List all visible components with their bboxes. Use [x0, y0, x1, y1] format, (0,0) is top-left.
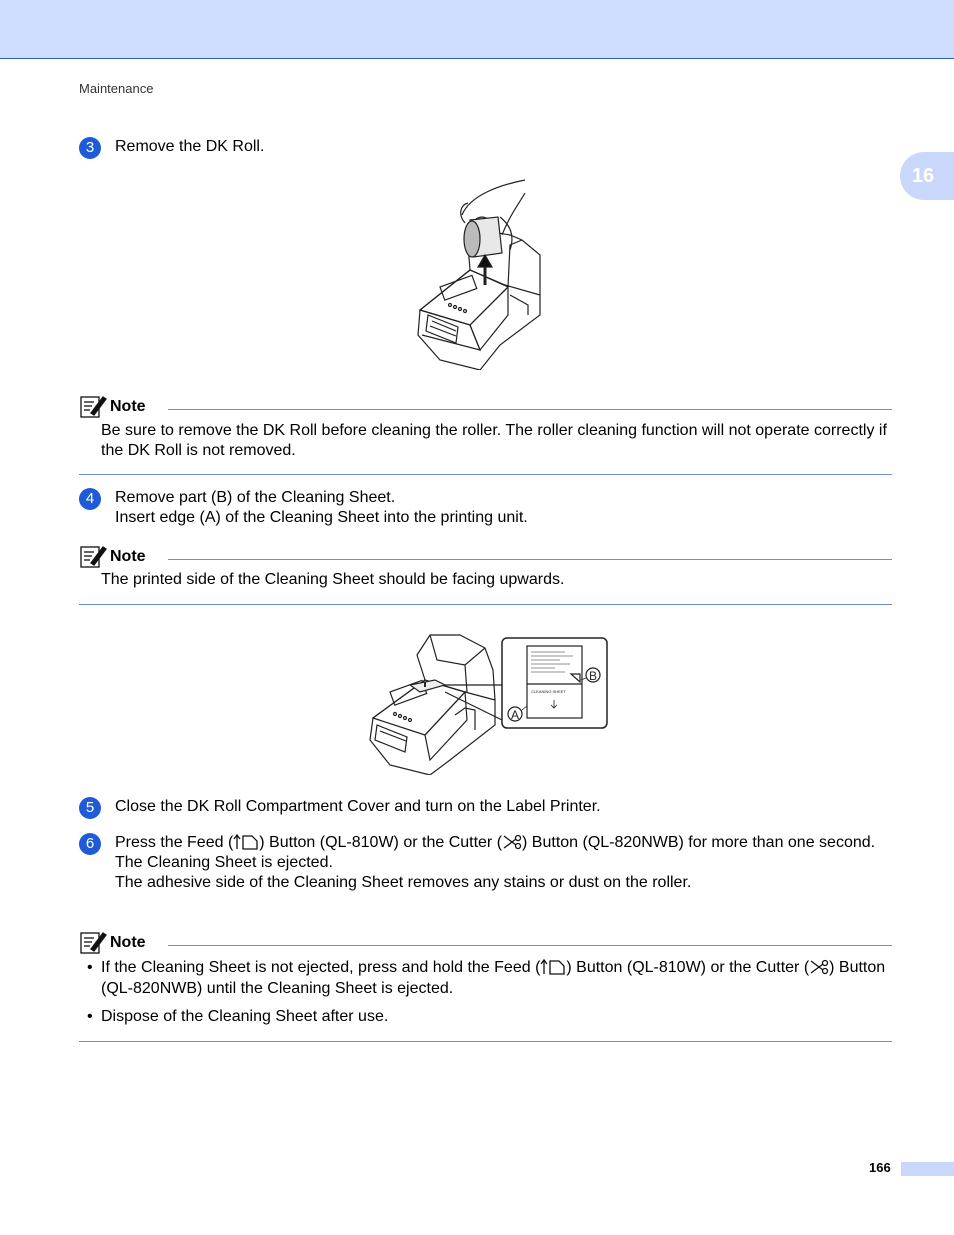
bullet-text: Dispose of the Cleaning Sheet after use.	[101, 1008, 389, 1025]
cutter-scissors-icon	[502, 833, 522, 851]
header-band	[0, 0, 954, 59]
bullet-dot: •	[87, 1008, 93, 1025]
insert-cleaning-sheet-illustration	[365, 630, 610, 775]
bullet-text-part: ) Button (QL-810W) or the Cutter (	[566, 959, 810, 976]
bullet-text-part: If the Cleaning Sheet is not ejected, press and hold the Feed (	[101, 959, 541, 976]
note-header	[79, 393, 892, 421]
step-text: Remove the DK Roll.	[115, 138, 265, 155]
note-pencil-icon	[79, 393, 107, 419]
note-pencil-icon	[79, 929, 107, 955]
step-line: Insert edge (A) of the Cleaning Sheet into the printing unit.	[115, 509, 528, 526]
note-end-rule	[79, 474, 892, 475]
note-text: The printed side of the Cleaning Sheet should be facing upwards.	[101, 571, 565, 588]
note-divider	[168, 409, 892, 410]
bullet-text-part: ) Button (QL-820NWB) until the Cleaning Sheet is ejected.	[101, 959, 886, 997]
feed-button-icon	[540, 958, 566, 976]
feed-button-icon	[233, 833, 259, 851]
step-text: Close the DK Roll Compartment Cover and turn on the Label Printer.	[115, 798, 601, 815]
step-line: The adhesive side of the Cleaning Sheet removes any stains or dust on the roller.	[115, 874, 692, 891]
note-text: Be sure to remove the DK Roll before cleaning the roller. The roller cleaning function will not operate correctly if the DK Roll is not removed.	[101, 422, 887, 459]
page-number: 166	[869, 1160, 891, 1175]
note-divider	[168, 945, 892, 946]
label-b: B	[588, 669, 598, 683]
remove-dk-roll-illustration	[410, 175, 550, 370]
step-text-part: Press the Feed (	[115, 834, 234, 851]
sheet-caption: CLEANING SHEET	[531, 689, 566, 694]
label-a: A	[510, 708, 520, 722]
note-label: Note	[110, 398, 146, 415]
note-label: Note	[110, 548, 146, 565]
step-number: 3	[79, 137, 101, 159]
note-label: Note	[110, 934, 146, 951]
cutter-scissors-icon	[809, 958, 829, 976]
step-line: Remove part (B) of the Cleaning Sheet.	[115, 489, 396, 506]
bullet-text	[101, 957, 893, 999]
step-text	[115, 833, 895, 893]
chapter-tab[interactable]: 16	[900, 152, 954, 200]
note-end-rule	[79, 1041, 892, 1042]
step-number: 4	[79, 488, 101, 510]
note-header	[79, 543, 892, 571]
note-header	[79, 929, 892, 957]
step-text-part: ) Button (QL-820NWB) for more than one second.	[522, 834, 876, 851]
step-line	[115, 833, 895, 853]
step-text	[115, 488, 895, 528]
page-tab	[901, 1162, 954, 1176]
step-number: 6	[79, 833, 101, 855]
bullet-dot: •	[87, 959, 93, 976]
step-line: The Cleaning Sheet is ejected.	[115, 854, 333, 871]
step-text-part: ) Button (QL-810W) or the Cutter (	[259, 834, 503, 851]
step-number: 5	[79, 797, 101, 819]
note-end-rule	[79, 604, 892, 605]
note-pencil-icon	[79, 543, 107, 569]
section-title: Maintenance	[79, 81, 154, 96]
note-divider	[168, 559, 892, 560]
